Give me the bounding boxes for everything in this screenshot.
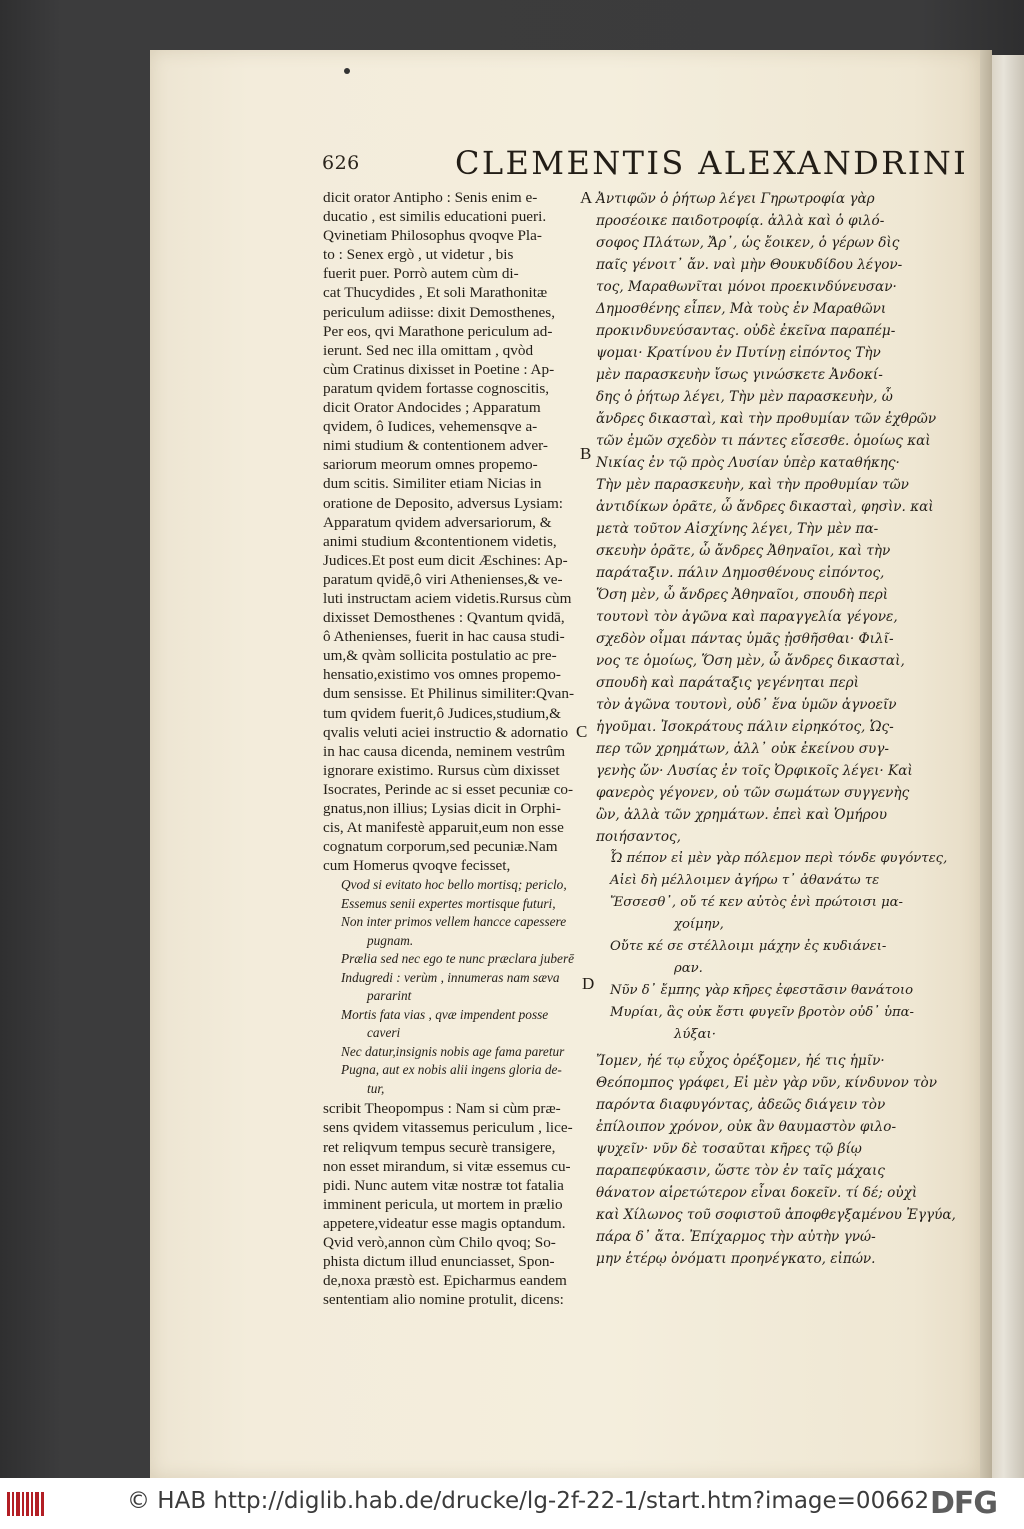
greek-text-line: γενὴς ὤν· Λυσίας ἐν τοῖς Ὀρφικοῖς λέγει· Καὶ	[596, 763, 913, 779]
greek-text-line: περ τῶν χρημάτων, ἀλλ᾽ οὐκ ἐκείνου συγ-	[596, 741, 889, 757]
latin-text-line: sariorum meorum omnes propemo-	[323, 456, 538, 474]
margin-letter-c: C	[576, 722, 588, 741]
latin-poem-line: tur,	[367, 1080, 385, 1096]
latin-text-line: qvidem, ô Iudices, vehemensqve a-	[323, 418, 538, 436]
greek-text-line: παράταξιν. πάλιν Δημοσθένους εἰπόντος,	[596, 565, 885, 581]
scan-mark	[344, 68, 350, 74]
greek-text-line: Ἀντιφῶν ὁ ῥήτωρ λέγει Γηρωτροφία γὰρ	[596, 191, 875, 207]
greek-text-line: Νικίας ἐν τῷ πρὸς Λυσίαν ὑπὲρ καταθήκης·	[596, 455, 900, 471]
latin-text-line: dum scitis. Similiter etiam Nicias in	[323, 475, 542, 493]
latin-text-line: Qvid verò,annon cùm Chilo qvoq; So-	[323, 1234, 556, 1252]
latin-text-line: dicit Orator Andocides ; Apparatum	[323, 399, 541, 417]
latin-text-line: in hac causa dicenda, neminem vestrûm	[323, 742, 566, 760]
latin-poem-line: pugnam.	[367, 932, 414, 948]
latin-text-line: Apparatum qvidem adversariorum, &	[323, 513, 552, 531]
latin-text-line: oratione de Deposito, adversus Lysiam:	[323, 494, 563, 512]
greek-poem-line: Αἰεὶ δὴ μέλλοιμεν ἀγήρω τ᾽ ἀθανάτω τε	[610, 873, 880, 888]
greek-poem-line: χοίμην,	[674, 917, 724, 932]
greek-text-line: θάνατον αἱρετώτερον εἶναι δοκεῖν. τί δέ; οὐχὶ	[596, 1185, 918, 1201]
greek-text-line: ποιήσαντος,	[596, 829, 681, 845]
greek-text-line: σκευὴν ὁρᾶτε, ὦ ἄνδρες Ἀθηναῖοι, καὶ τὴν	[596, 543, 891, 559]
greek-text-line: ἡγοῦμαι. Ἰσοκράτους πάλιν εἰρηκότος, Ὡς-	[596, 719, 894, 735]
latin-text-line: luti instructam aciem videtis.Rursus cùm	[323, 589, 572, 607]
latin-text-line: pidi. Nunc autem vitæ nostræ tot fatalia	[323, 1176, 564, 1194]
greek-poem-line: Νῦν δ᾽ ἔμπης γὰρ κῆρες ἐφεστᾶσιν θανάτοιο	[610, 983, 914, 998]
footer-bar	[0, 1478, 1024, 1529]
latin-poem-line: caveri	[367, 1025, 401, 1041]
latin-text-line: gnatus,non illius; Lysias dicit in Orphi-	[323, 800, 561, 817]
greek-text-line: ψυχεῖν· νῦν δὲ τοσαῦται κῆρες τῷ βίῳ	[596, 1141, 862, 1157]
greek-text-line: ἐπίλοιπον χρόνον, οὐκ ἂν θαυμαστὸν φιλο-	[596, 1119, 897, 1135]
latin-poem-line: Mortis fata vias , qvæ impendent posse	[341, 1006, 549, 1022]
latin-poem-block	[323, 876, 585, 1098]
latin-text-line: cùm Cratinus dixisset in Poetine : Ap-	[323, 360, 555, 378]
latin-text-block	[323, 188, 588, 875]
margin-letter-b: B	[580, 444, 592, 463]
latin-text-line: Judices.Et post eum dicit Æschines: Ap-	[323, 551, 568, 569]
latin-text-line: um,& qvàm sollicita postulatio ac pre-	[323, 647, 557, 665]
margin-letter-a: A	[580, 188, 593, 207]
greek-text-line: τος, Μαραθωνῖται μόνοι προεκινδύνευσαν·	[596, 279, 897, 295]
latin-text-block-end	[323, 1099, 585, 1309]
margin-letter-d: D	[582, 974, 595, 993]
greek-text-line: σοφος Πλάτων, Ἄρ᾽, ὡς ἔοικεν, ὁ γέρων δὶς	[596, 235, 900, 251]
greek-poem-line: Ἔσσεσθ᾽, οὔ τέ κεν αὐτὸς ἐνὶ πρώτοισι μα-	[610, 895, 904, 910]
latin-text-line: scribit Theopompus : Nam si cùm præ-	[323, 1100, 561, 1118]
latin-text-line: cum Homerus qvoqve fecisset,	[323, 857, 511, 875]
dfg-logo[interactable]: DFG	[930, 1486, 998, 1521]
latin-text-line: dixisset Demosthenes : Qvantum qvidā,	[323, 609, 565, 627]
latin-text-line: dum sensisse. Et Philinus similiter:Qvan-	[323, 685, 575, 703]
greek-text-line: παρόντα διαφυγόντας, ἀδεῶς διάγειν τὸν	[596, 1097, 886, 1113]
latin-text-line: sens qvidem vitassemus periculum , lice-	[323, 1119, 573, 1137]
greek-text-line: σπουδὴ καὶ παράταξις γεγένηται περὶ	[596, 675, 859, 691]
greek-text-line: ἀντιδίκων ὁρᾶτε, ὦ ἄνδρες δικασταὶ, φησὶν. καὶ	[596, 499, 934, 515]
greek-text-line: προκινδυνεύσαντας. οὐδὲ ἐκεῖνα παραπέμ-	[596, 323, 896, 339]
latin-poem-line: Prælia sed nec ego te nunc præclara juberē	[341, 951, 575, 967]
latin-text-line: nimi studium & contentionem adver-	[323, 437, 548, 455]
greek-text-line: ὢν, ἀλλὰ τῶν χρημάτων. ἐπεὶ καὶ Ὁμήρου	[596, 807, 888, 823]
latin-text-line: non esset mirandum, si vitæ essemus cu-	[323, 1157, 571, 1175]
greek-text-block	[596, 188, 937, 848]
greek-text-line: ἄνδρες δικασταὶ, καὶ τὴν προθυμίαν τῶν ἐχθρῶν	[596, 411, 937, 427]
next-page-edge	[990, 55, 1024, 1478]
latin-text-line: imminent pericula, ut mortem in prælio	[323, 1195, 563, 1213]
latin-poem-line: Qvod si evitato hoc bello mortisq; periclo,	[341, 877, 567, 893]
latin-poem-line: Non inter primos vellem hancce capessere	[341, 914, 567, 930]
greek-text-line: παῖς γένοιτ᾽ ἄν. ναὶ μὴν Θουκυδίδου λέγον-	[596, 257, 903, 273]
latin-text-line: tum qvidem fuerit,ô Judices,studium,&	[323, 704, 561, 722]
hab-barcode-logo-icon[interactable]	[6, 1488, 46, 1520]
latin-text-line: dicit orator Antipho : Senis enim e-	[323, 189, 538, 206]
greek-text-line: φανερὸς γέγονεν, οὐ τῶν σωμάτων συγγενὴς	[596, 785, 910, 801]
greek-poem-line: Μυρίαι, ἃς οὐκ ἔστι φυγεῖν βροτὸν οὐδ᾽ ὑπα-	[610, 1005, 914, 1020]
latin-text-line: fuerit puer. Porrò autem cùm di-	[323, 265, 519, 283]
latin-text-line: sententiam alio nomine protulit, dicens:	[323, 1291, 564, 1309]
greek-poem-line: Οὔτε κέ σε στέλλοιμι μάχην ἐς κυδιάνει-	[610, 939, 887, 954]
greek-text-line: καὶ Χίλωνος τοῦ σοφιστοῦ ἀποφθεγξαμένου Ἐγγύα,	[596, 1207, 956, 1223]
latin-text-line: ô Athenienses, fuerit in hac causa studi-	[323, 628, 565, 646]
latin-text-line: ducatio , est similis educationi pueri.	[323, 208, 547, 226]
latin-text-line: cat Thucydides , Et soli Marathonitæ	[323, 284, 548, 302]
latin-text-line: appetere,videatur esse magis optandum.	[323, 1214, 566, 1232]
latin-text-line: qvalis veluti aciei instructio & adornatio	[323, 723, 569, 741]
source-url-text[interactable]: © HAB http://diglib.hab.de/drucke/lg-2f-22-1/start.htm?image=00662	[127, 1488, 930, 1514]
latin-poem-line: Indugredi : verùm , innumeras nam sæva	[341, 969, 560, 985]
latin-text-line: ierunt. Sed nec illa omittam , qvòd	[323, 341, 534, 359]
greek-text-line: ψομαι· Κρατίνου ἐν Πυτίνῃ εἰπόντος Τὴν	[596, 345, 881, 361]
greek-text-line: πάρα δ᾽ ἄτα. Ἐπίχαρμος τὴν αὐτὴν γνώ-	[596, 1229, 876, 1245]
latin-column	[323, 188, 588, 1309]
running-head: CLEMENTIS ALEXANDRINI	[455, 144, 969, 182]
page-edge-shadow	[980, 50, 992, 1478]
latin-text-line: phista dictum illud enunciasset, Spon-	[323, 1253, 555, 1271]
greek-text-line: προσέοικε παιδοτροφίᾳ. ἀλλὰ καὶ ὁ φιλό-	[596, 213, 885, 229]
page-number: 626	[322, 152, 360, 174]
greek-column	[596, 188, 956, 1270]
greek-text-line: σχεδὸν οἶμαι πάντας ὑμᾶς ᾐσθῆσθαι· Φιλῖ-	[596, 631, 894, 647]
greek-text-line: τὸν ἀγῶνα τουτονὶ, οὐδ᾽ ἕνα ὑμῶν ἀγνοεῖν	[596, 697, 897, 713]
greek-text-line: παραπεφύκασιν, ὥστε τὸν ἐν ταῖς μάχαις	[596, 1163, 885, 1179]
latin-poem-line: Nec datur,insignis nobis age fama paretur	[341, 1043, 565, 1059]
greek-text-line: νος τε ὁμοίως, Ὅση μὲν, ὦ ἄνδρες δικασταὶ,	[596, 653, 905, 669]
latin-text-line: de,noxa præstò est. Epicharmus eandem	[323, 1272, 567, 1290]
latin-text-line: cis, At manifestè apparuit,eum non esse	[323, 819, 564, 837]
greek-text-line: Τὴν μὲν παρασκευὴν, καὶ τὴν προθυμίαν τῶν	[596, 477, 909, 493]
greek-poem-line: λύξαι·	[674, 1027, 716, 1042]
latin-text-line: to : Senex ergò , ut videtur , bis	[323, 246, 514, 264]
greek-poem-block	[596, 848, 948, 1046]
latin-text-line: ret reliqvum tempus securè transigere,	[323, 1138, 556, 1156]
greek-text-line: τουτονὶ τὸν ἀγῶνα καὶ παραγγελία γέγονε,	[596, 609, 898, 625]
latin-poem-line: pararint	[367, 988, 412, 1004]
latin-poem-line: Pugna, aut ex nobis alii ingens gloria de-	[341, 1062, 562, 1078]
greek-poem-line: Ὦ πέπον εἰ μὲν γὰρ πόλεμον περὶ τόνδε φυγόντες,	[610, 851, 948, 866]
latin-text-line: ignorare existimo. Rursus cùm dixisset	[323, 761, 560, 779]
greek-text-line: Ἴομεν, ἠέ τῳ εὖχος ὀρέξομεν, ἠέ τις ἡμῖν·	[596, 1053, 885, 1069]
latin-text-line: cognatum corporum,sed pecuniæ.Nam	[323, 838, 558, 856]
latin-text-line: paratum qvidem fortasse cognoscitis,	[323, 379, 550, 397]
greek-text-line: Θεόπομπος γράφει, Εἰ μὲν γὰρ νῦν, κίνδυνον τὸν	[596, 1075, 938, 1091]
latin-text-line: Per eos, qvi Marathone periculum ad-	[323, 322, 553, 340]
greek-text-line: δης ὁ ῥήτωρ λέγει, Τὴν μὲν παρασκευὴν, ὦ	[596, 389, 893, 405]
greek-text-line: μὲν παρασκευὴν ἴσως γινώσκετε Ἀνδοκί-	[596, 367, 883, 383]
greek-text-line: μην ἑτέρῳ ὀνόματι προηνέγκατο, εἰπών.	[596, 1251, 876, 1267]
greek-text-line: Δημοσθένης εἶπεν, Μὰ τοὺς ἐν Μαραθῶνι	[596, 301, 887, 317]
greek-text-block-end	[596, 1050, 956, 1270]
greek-text-line: τῶν ἐμῶν σχεδὸν τι πάντες εἴσεσθε. ὁμοίως καὶ	[596, 433, 931, 449]
greek-text-line: Ὅση μὲν, ὦ ἄνδρες Ἀθηναῖοι, σπουδὴ περὶ	[596, 587, 889, 603]
greek-text-line: μετὰ τοῦτον Αἰσχίνης λέγει, Τὴν μὲν πα-	[596, 521, 879, 537]
latin-text-line: periculum adiisse: dixit Demosthenes,	[323, 303, 555, 321]
latin-text-line: paratum qvidē,ô viri Athenienses,& ve-	[323, 570, 563, 588]
greek-poem-line: ραν.	[674, 961, 703, 976]
latin-text-line: Qvinetiam Philosophus qvoqve Pla-	[323, 227, 542, 245]
latin-text-line: animi studium &contentionem videtis,	[323, 532, 557, 550]
latin-poem-line: Essemus senii expertes mortisque futuri,	[341, 895, 556, 911]
latin-text-line: hensatio,existimo vos omnes propemo-	[323, 666, 561, 684]
latin-text-line: Isocrates, Perinde ac si esset pecuniæ co-	[323, 780, 574, 798]
